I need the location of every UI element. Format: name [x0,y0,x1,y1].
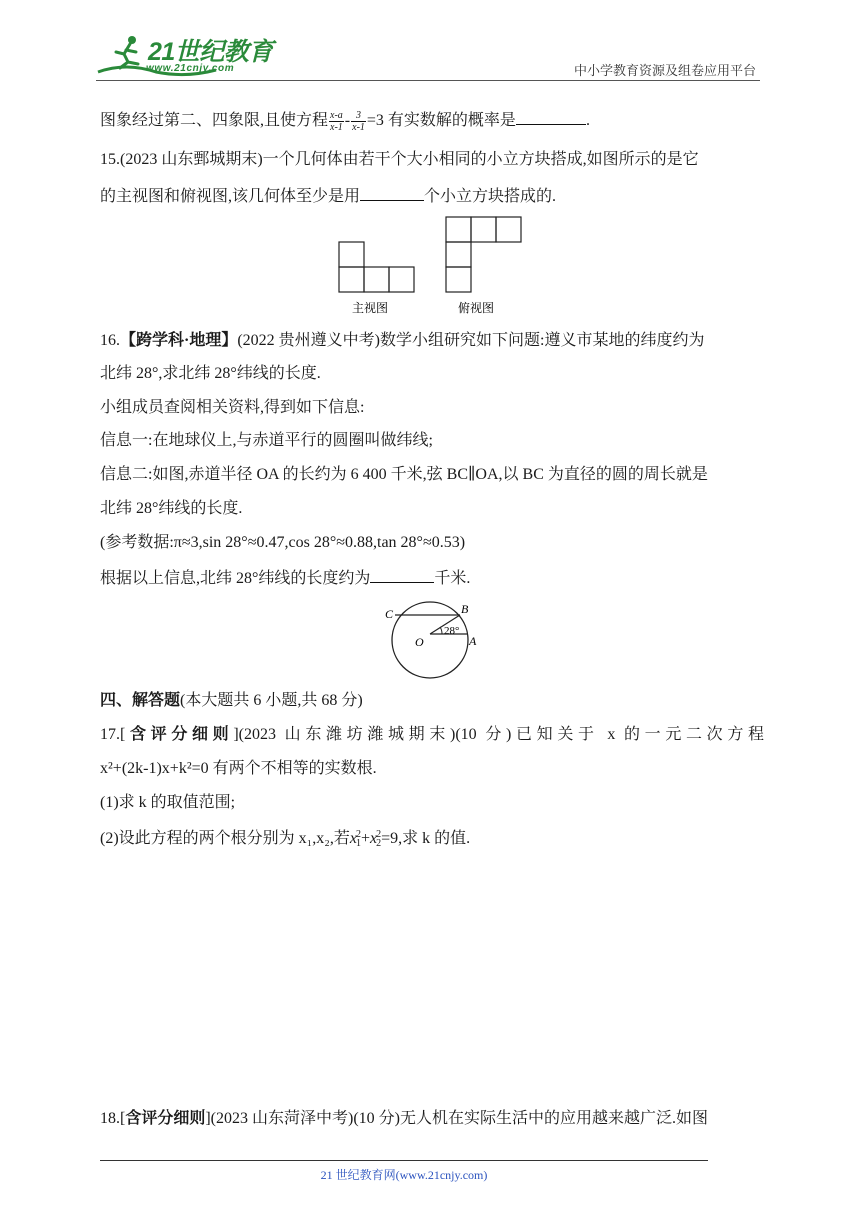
label-a: A [469,634,477,648]
label-b: B [461,602,469,616]
logo-url: www.21cnjy.com [146,63,235,74]
section-title: 四、解答题 [100,692,181,709]
front-view [339,242,414,292]
label-c: C [385,607,394,621]
q16-line-8: 根据以上信息,北纬 28°纬线的长度约为 千米. [100,566,470,590]
footer-link[interactable]: 21 世纪教育网(www.21cnjy.com) [320,1168,488,1182]
earth-circle [392,602,468,678]
front-view-label: 主视图 [352,301,389,315]
q15-line-2: 的主视图和俯视图,该几何体至少是用 个小立方块搭成的. [100,184,556,208]
q16-line-3: 小组成员查阅相关资料,得到如下信息: [100,399,365,416]
q17-tag: 含评分细则 [125,726,234,743]
q17-part-1: (1)求 k 的取值范围; [100,794,236,811]
fraction-2: $\frac{3}{x-1}$ [352,109,365,133]
top-view-label: 俯视图 [458,301,495,315]
q14-text: 图象经过第二、四象限,且使方程 [100,112,329,129]
q17-line-2: x²+(2k-1)x+k²=0 有两个不相等的实数根. [100,760,377,777]
logo-text: 21世纪教育 [148,38,273,66]
q18-tag: 含评分细则 [125,1110,206,1127]
section-4-heading [100,690,363,712]
q16-line-6: 北纬 28°纬线的长度. [100,500,243,517]
angle-arc [440,627,442,634]
q16-line-5: 信息二:如图,赤道半径 OA 的长约为 6 400 千米,弦 BC∥OA,以 BC 为直径的圆的周长就是 [100,466,708,483]
answer-blank [516,108,586,125]
latitude-circle-figure [378,600,482,680]
q18-line-1: 18.[含评分细则](2023 山东菏泽中考)(10 分)无人机在实际生活中的应用越来越广泛.如图 [100,1110,708,1127]
answer-blank [370,566,434,583]
q17-line-1: 17.[含评分细则](2023 山东潍坊潍城期末)(10 分)已知关于 x 的一元二次方程 [100,726,764,743]
answer-blank [360,184,424,201]
angle-label: 28° [444,625,460,637]
label-o: O [415,635,424,649]
q16-line-2: 北纬 28°,求北纬 28°纬线的长度. [100,365,321,382]
q15-line-1: 15.(2023 山东鄄城期末)一个几何体由若干个大小相同的小立方块搭成,如图所示的是它 [100,151,699,168]
footer-divider [100,1160,708,1161]
q17-part-2: (2)设此方程的两个根分别为 x₁,x₂,若x 2 1 +x 2 2 =9,求 k 的值. [100,829,471,850]
platform-title: 中小学教育资源及组卷应用平台 [573,63,756,78]
q16-line-4: 信息一:在地球仪上,与赤道平行的圆圈叫做纬线; [100,432,433,449]
q14-tail-line: 图象经过第二、四象限,且使方程 $\frac{x-a}{x-1}$ - $\frac{3}{x-1}$ =3 有实数解的概率是 . [100,109,590,133]
header-divider [96,80,760,81]
three-views-figure [336,214,526,318]
q16-line-1: 16.【跨学科·地理】(2022 贵州遵义中考)数学小组研究如下问题:遵义市某地的纬度约为 [100,332,705,349]
section-note: (本大题共 6 小题,共 68 分) [180,692,363,709]
fraction-1: $\frac{x-a}{x-1}$ [330,109,343,133]
q16-tag: 【跨学科·地理】 [120,332,238,349]
top-view [446,217,521,292]
q16-line-7: (参考数据:π≈3,sin 28°≈0.47,cos 28°≈0.88,tan 28°≈0.53) [100,534,466,551]
